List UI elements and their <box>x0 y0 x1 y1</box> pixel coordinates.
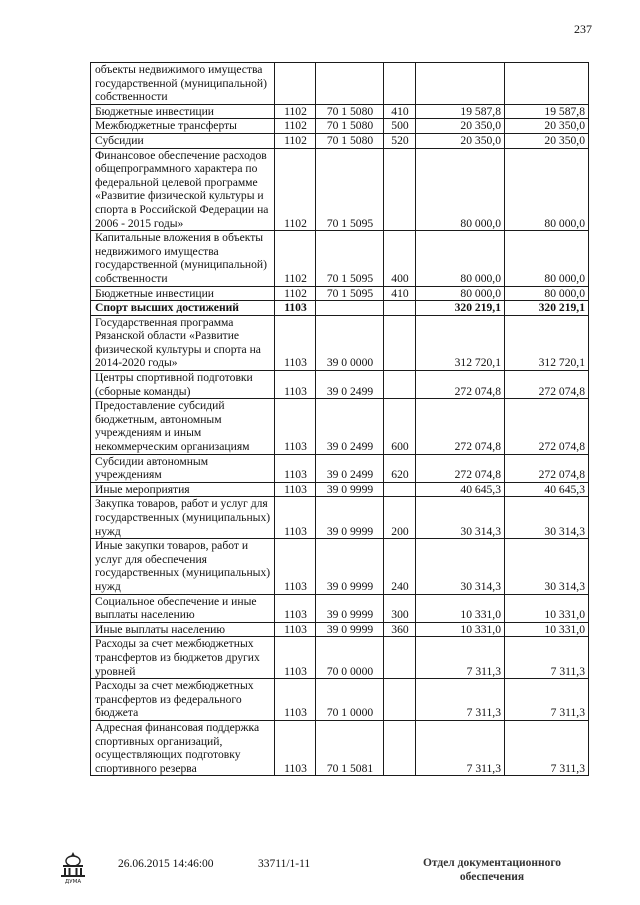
row-name: Иные мероприятия <box>91 482 275 497</box>
row-amount-1: 19 587,8 <box>416 104 505 119</box>
row-code: 70 1 5080 <box>316 119 384 134</box>
row-amount-1: 80 000,0 <box>416 231 505 286</box>
budget-table <box>90 62 589 776</box>
row-name: Субсидии автономным учреждениям <box>91 454 275 482</box>
row-type <box>384 637 416 679</box>
table-row <box>91 679 589 721</box>
row-name: объекты недвижимого имущества государственной (муниципальной) собственности <box>91 63 275 105</box>
table-row <box>91 454 589 482</box>
row-section <box>275 63 316 105</box>
row-section: 1103 <box>275 594 316 622</box>
row-amount-1: 272 074,8 <box>416 399 505 454</box>
row-name: Расходы за счет межбюджетных трансфертов из федерального бюджета <box>91 679 275 721</box>
row-amount-2: 10 331,0 <box>505 622 589 637</box>
table-row <box>91 594 589 622</box>
row-code: 39 0 9999 <box>316 539 384 594</box>
table-row <box>91 539 589 594</box>
row-code: 70 1 5095 <box>316 286 384 301</box>
row-section: 1102 <box>275 104 316 119</box>
row-amount-1: 80 000,0 <box>416 148 505 231</box>
row-amount-2: 20 350,0 <box>505 133 589 148</box>
row-amount-1: 20 350,0 <box>416 133 505 148</box>
row-type <box>384 679 416 721</box>
row-name: Расходы за счет межбюджетных трансфертов из бюджетов других уровней <box>91 637 275 679</box>
table-row <box>91 301 589 316</box>
row-name: Бюджетные инвестиции <box>91 286 275 301</box>
table-row <box>91 286 589 301</box>
row-type: 400 <box>384 231 416 286</box>
row-type: 240 <box>384 539 416 594</box>
row-amount-2: 19 587,8 <box>505 104 589 119</box>
row-section: 1103 <box>275 454 316 482</box>
row-section: 1103 <box>275 637 316 679</box>
row-amount-2 <box>505 63 589 105</box>
row-type: 500 <box>384 119 416 134</box>
row-code <box>316 63 384 105</box>
row-code: 70 1 5080 <box>316 133 384 148</box>
row-name: Капитальные вложения в объекты недвижимого имущества государственной (муниципальной) собственности <box>91 231 275 286</box>
row-code: 70 0 0000 <box>316 637 384 679</box>
row-name: Иные выплаты населению <box>91 622 275 637</box>
row-name: Иные закупки товаров, работ и услуг для обеспечения государственных (муниципальных) нужд <box>91 539 275 594</box>
row-amount-2: 7 311,3 <box>505 679 589 721</box>
table-row <box>91 133 589 148</box>
table-row <box>91 720 589 775</box>
row-amount-1: 7 311,3 <box>416 720 505 775</box>
row-code: 39 0 0000 <box>316 315 384 370</box>
row-code: 39 0 9999 <box>316 497 384 539</box>
row-amount-2: 40 645,3 <box>505 482 589 497</box>
duma-logo-icon <box>58 850 88 884</box>
row-amount-1: 312 720,1 <box>416 315 505 370</box>
row-section: 1102 <box>275 286 316 301</box>
row-amount-1: 7 311,3 <box>416 679 505 721</box>
table-row <box>91 482 589 497</box>
row-name: Государственная программа Рязанской области «Развитие физической культуры и спорта на 2014-2020 годы» <box>91 315 275 370</box>
row-amount-1: 10 331,0 <box>416 594 505 622</box>
table-row <box>91 622 589 637</box>
row-amount-1: 30 314,3 <box>416 539 505 594</box>
row-type <box>384 301 416 316</box>
row-amount-1: 20 350,0 <box>416 119 505 134</box>
row-name: Финансовое обеспечение расходов общепрограммного характера по федеральной целевой программе «Развитие физической культуры и спорта в Российской Федерации на 2006 - 2015 годы» <box>91 148 275 231</box>
row-type <box>384 315 416 370</box>
row-amount-1: 80 000,0 <box>416 286 505 301</box>
row-section: 1102 <box>275 133 316 148</box>
row-amount-1: 40 645,3 <box>416 482 505 497</box>
row-amount-2: 30 314,3 <box>505 539 589 594</box>
row-section: 1103 <box>275 679 316 721</box>
row-amount-2: 7 311,3 <box>505 720 589 775</box>
row-amount-2: 80 000,0 <box>505 286 589 301</box>
row-amount-2: 7 311,3 <box>505 637 589 679</box>
row-code: 70 1 5095 <box>316 148 384 231</box>
row-name: Адресная финансовая поддержка спортивных организаций, осуществляющих подготовку спортивного резерва <box>91 720 275 775</box>
row-amount-1: 7 311,3 <box>416 637 505 679</box>
row-name: Закупка товаров, работ и услуг для государственных (муниципальных) нужд <box>91 497 275 539</box>
row-type: 410 <box>384 104 416 119</box>
row-section: 1103 <box>275 720 316 775</box>
row-section: 1102 <box>275 148 316 231</box>
row-type <box>384 482 416 497</box>
row-code: 39 0 9999 <box>316 482 384 497</box>
row-type: 360 <box>384 622 416 637</box>
table-row <box>91 231 589 286</box>
table-row <box>91 63 589 105</box>
row-amount-2: 272 074,8 <box>505 454 589 482</box>
table-row <box>91 637 589 679</box>
row-name: Межбюджетные трансферты <box>91 119 275 134</box>
table-row <box>91 371 589 399</box>
row-amount-1 <box>416 63 505 105</box>
row-section: 1103 <box>275 539 316 594</box>
row-amount-2: 320 219,1 <box>505 301 589 316</box>
row-section: 1103 <box>275 399 316 454</box>
row-amount-2: 30 314,3 <box>505 497 589 539</box>
row-amount-2: 80 000,0 <box>505 231 589 286</box>
footer-timestamp: 26.06.2015 14:46:00 <box>118 858 214 870</box>
row-section: 1103 <box>275 482 316 497</box>
row-section: 1103 <box>275 301 316 316</box>
row-name: Центры спортивной подготовки (сборные команды) <box>91 371 275 399</box>
row-amount-1: 10 331,0 <box>416 622 505 637</box>
row-amount-1: 320 219,1 <box>416 301 505 316</box>
row-code: 70 1 5080 <box>316 104 384 119</box>
row-type <box>384 720 416 775</box>
row-code: 39 0 2499 <box>316 454 384 482</box>
row-section: 1103 <box>275 315 316 370</box>
row-section: 1102 <box>275 119 316 134</box>
row-type: 600 <box>384 399 416 454</box>
row-section: 1102 <box>275 231 316 286</box>
row-code: 70 1 5081 <box>316 720 384 775</box>
row-type: 410 <box>384 286 416 301</box>
row-code: 70 1 5095 <box>316 231 384 286</box>
row-name: Предоставление субсидий бюджетным, автономным учреждениям и иным некоммерческим организациям <box>91 399 275 454</box>
row-type: 520 <box>384 133 416 148</box>
page-number: 237 <box>574 22 592 36</box>
footer-department: Отдел документационного обеспечения <box>422 857 562 883</box>
row-amount-2: 272 074,8 <box>505 399 589 454</box>
table-row <box>91 148 589 231</box>
row-code: 39 0 2499 <box>316 371 384 399</box>
table-row <box>91 315 589 370</box>
row-type: 620 <box>384 454 416 482</box>
row-type: 200 <box>384 497 416 539</box>
row-code: 70 1 0000 <box>316 679 384 721</box>
row-amount-2: 10 331,0 <box>505 594 589 622</box>
row-code: 39 0 2499 <box>316 399 384 454</box>
table-row <box>91 104 589 119</box>
row-amount-1: 30 314,3 <box>416 497 505 539</box>
row-type: 300 <box>384 594 416 622</box>
row-type <box>384 371 416 399</box>
row-code: 39 0 9999 <box>316 622 384 637</box>
row-name: Субсидии <box>91 133 275 148</box>
row-section: 1103 <box>275 371 316 399</box>
svg-text:ДУМА: ДУМА <box>64 879 82 884</box>
footer-doc-number: 33711/1-11 <box>258 858 311 870</box>
row-section: 1103 <box>275 622 316 637</box>
row-code: 39 0 9999 <box>316 594 384 622</box>
table-row <box>91 497 589 539</box>
row-name: Спорт высших достижений <box>91 301 275 316</box>
row-amount-1: 272 074,8 <box>416 371 505 399</box>
row-amount-1: 272 074,8 <box>416 454 505 482</box>
table-row <box>91 119 589 134</box>
row-amount-2: 20 350,0 <box>505 119 589 134</box>
row-name: Социальное обеспечение и иные выплаты населению <box>91 594 275 622</box>
row-type <box>384 148 416 231</box>
row-section: 1103 <box>275 497 316 539</box>
row-amount-2: 272 074,8 <box>505 371 589 399</box>
table-row <box>91 399 589 454</box>
row-name: Бюджетные инвестиции <box>91 104 275 119</box>
row-amount-2: 312 720,1 <box>505 315 589 370</box>
row-amount-2: 80 000,0 <box>505 148 589 231</box>
row-type <box>384 63 416 105</box>
row-code <box>316 301 384 316</box>
